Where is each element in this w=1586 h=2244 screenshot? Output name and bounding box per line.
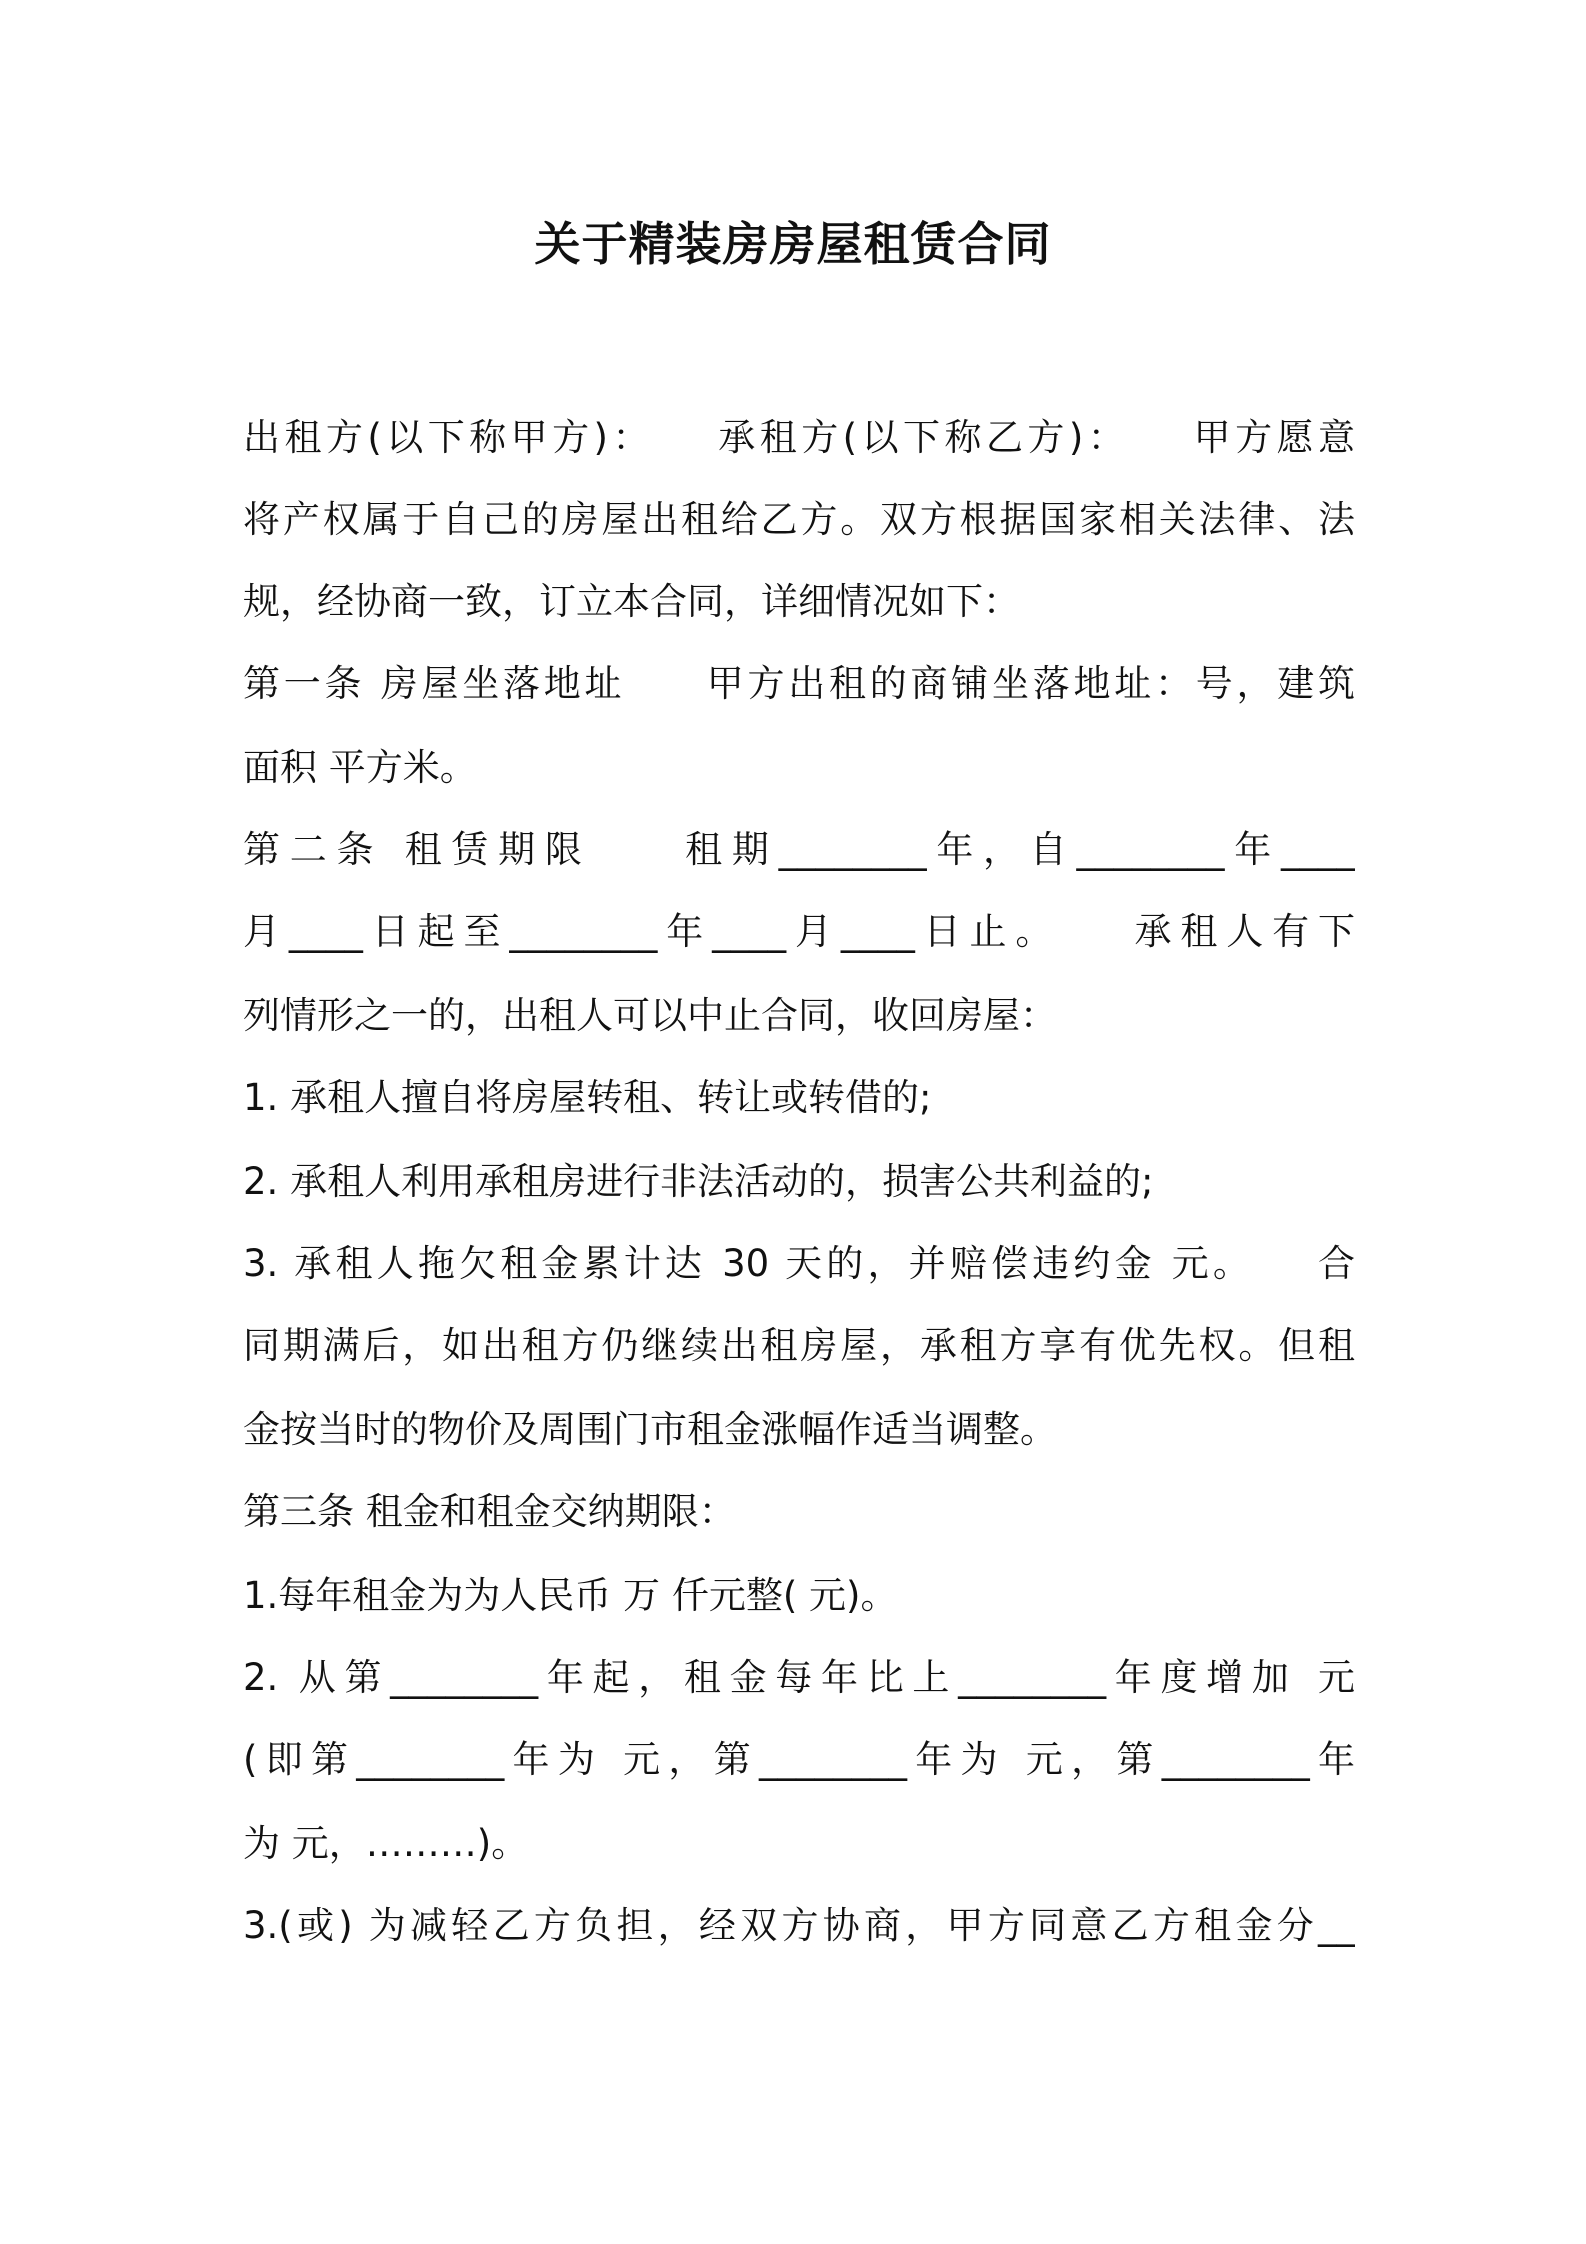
text-line: 第三条 租金和租金交纳期限： xyxy=(243,1490,736,1533)
text-line: 3. 承租人拖欠租金累计达 30 天的，并赔偿违约金 元。 合 xyxy=(243,1242,1355,1285)
text-line: 将产权属于自己的房屋出租给乙方。双方根据国家相关法律、法 xyxy=(243,498,1355,541)
text-line: 同期满后，如出租方仍继续出租房屋，承租方享有优先权。但租 xyxy=(243,1324,1355,1367)
text-line: 为 元，………)。 xyxy=(243,1822,529,1865)
text-line: 出租方(以下称甲方)： 承租方(以下称乙方)： 甲方愿意 xyxy=(243,416,1355,459)
text-line: 3.(或) 为减轻乙方负担，经双方协商，甲方同意乙方租金分__ xyxy=(243,1904,1355,1947)
text-line: 金按当时的物价及周围门市租金涨幅作适当调整。 xyxy=(243,1408,1057,1451)
text-line: 2. 从第________年起，租金每年比上________年度增加 元 xyxy=(243,1656,1355,1699)
text-line: 列情形之一的，出租人可以中止合同，收回房屋： xyxy=(243,994,1057,1037)
text-line: 1. 承租人擅自将房屋转租、转让或转借的; xyxy=(243,1076,932,1119)
text-line: 规，经协商一致，订立本合同，详细情况如下： xyxy=(243,580,1020,623)
text-line: 第一条 房屋坐落地址 甲方出租的商铺坐落地址：号，建筑 xyxy=(243,662,1355,705)
text-line: 面积 平方米。 xyxy=(243,746,477,789)
text-line: 月____日起至________年____月____日止。 承租人有下 xyxy=(243,910,1355,953)
text-line: 1.每年租金为为人民币 万 仟元整( 元)。 xyxy=(243,1574,898,1617)
document-title: 关于精装房房屋租赁合同 xyxy=(534,217,1052,271)
text-line: (即第________年为 元，第________年为 元，第________年 xyxy=(243,1738,1355,1781)
text-line: 2. 承租人利用承租房进行非法活动的，损害公共利益的; xyxy=(243,1160,1154,1203)
text-line: 第二条 租赁期限 租期________年，自________年____ xyxy=(243,828,1355,871)
